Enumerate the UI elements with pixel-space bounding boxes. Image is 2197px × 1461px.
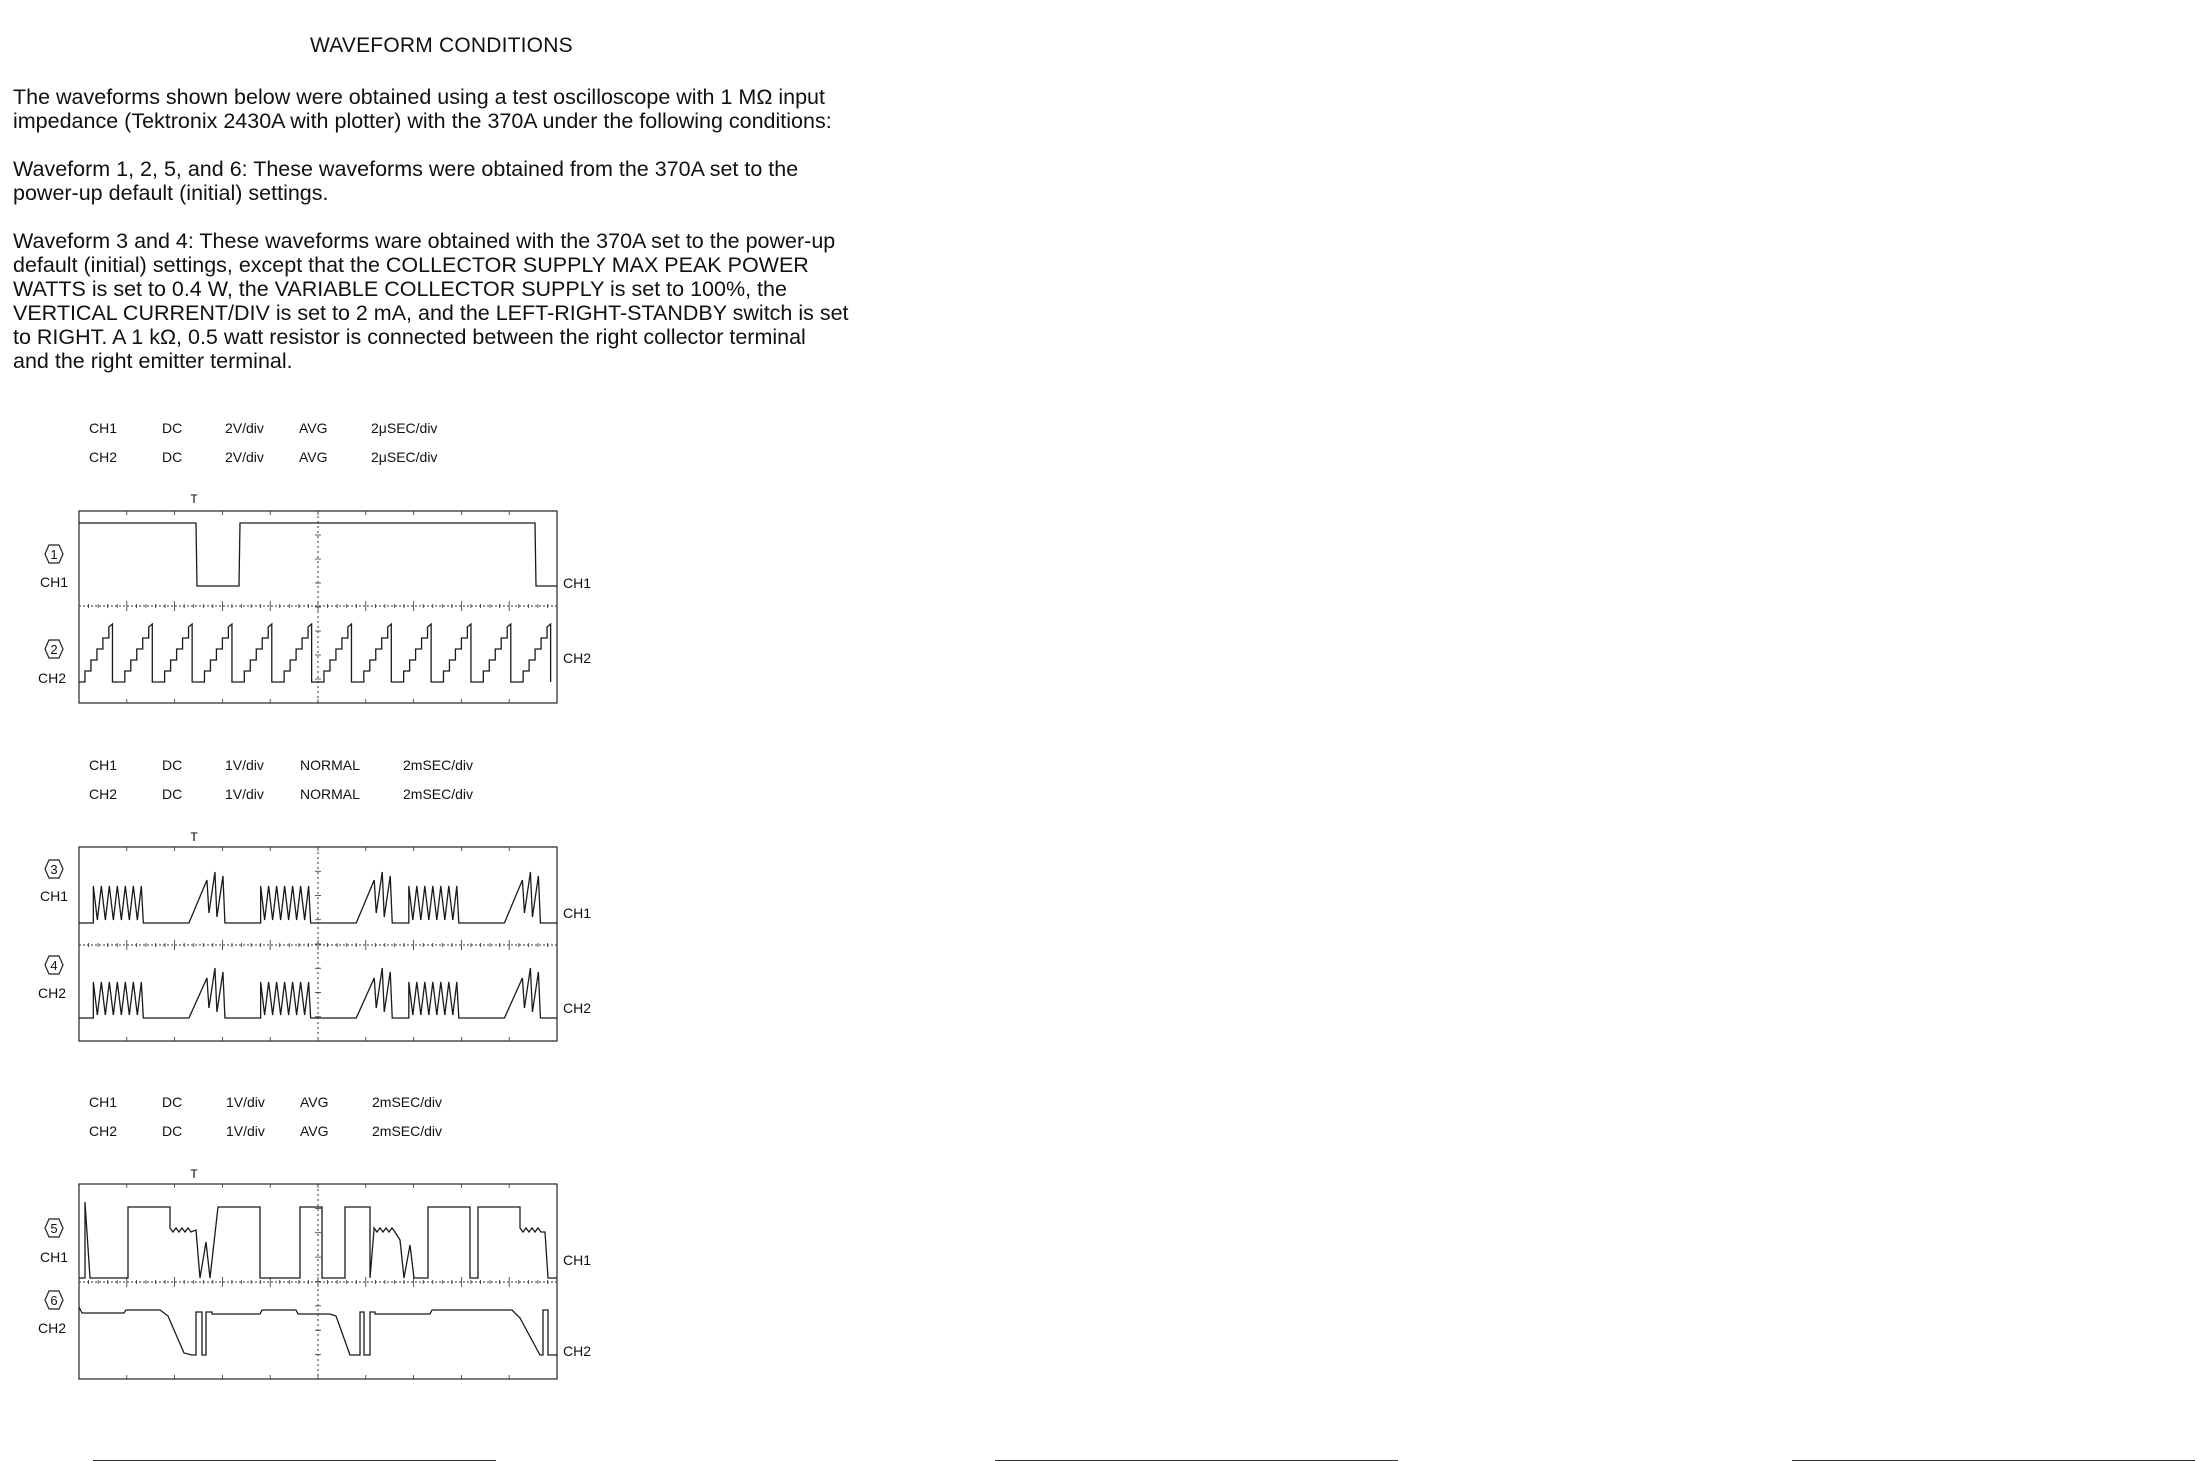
volts-per-div-label: 1V/div [225, 757, 264, 773]
channel-left-label: CH2 [38, 670, 67, 686]
time-per-div-label: 2μSEC/div [371, 420, 438, 436]
volts-per-div-label: 1V/div [225, 786, 264, 802]
waveform-number: 3 [50, 861, 58, 877]
scope-2-graticule [79, 847, 557, 1041]
time-per-div-label: 2mSEC/div [372, 1094, 443, 1110]
channel-label: CH1 [89, 420, 118, 436]
channel-label: CH1 [89, 1094, 118, 1110]
coupling-label: DC [162, 420, 183, 436]
channel-label: CH2 [89, 1123, 118, 1139]
acquire-mode-label: NORMAL [300, 757, 360, 773]
coupling-label: DC [162, 449, 183, 465]
channel-left-label: CH1 [40, 888, 69, 904]
time-per-div-label: 2mSEC/div [403, 757, 474, 773]
acquire-mode-label: AVG [300, 1123, 329, 1139]
channel-left-label: CH2 [38, 1320, 67, 1336]
volts-per-div-label: 2V/div [225, 420, 264, 436]
volts-per-div-label: 2V/div [225, 449, 264, 465]
channel-left-label: CH2 [38, 985, 67, 1001]
scope-1-graticule [79, 511, 557, 703]
time-per-div-label: 2mSEC/div [403, 786, 474, 802]
coupling-label: DC [162, 1123, 183, 1139]
coupling-label: DC [162, 1094, 183, 1110]
waveform-number: 5 [50, 1220, 58, 1236]
waveform-number: 2 [50, 641, 58, 657]
waveform-number-badge [44, 544, 64, 564]
volts-per-div-label: 1V/div [226, 1123, 265, 1139]
trigger-marker: T [190, 492, 198, 506]
coupling-label: DC [162, 757, 183, 773]
waveform-number-badge [44, 639, 64, 659]
channel-label: CH2 [89, 786, 118, 802]
volts-per-div-label: 1V/div [226, 1094, 265, 1110]
channel-label: CH1 [89, 757, 118, 773]
acquire-mode-label: AVG [299, 449, 328, 465]
page-title: WAVEFORM CONDITIONS [310, 34, 573, 57]
channel-right-label: CH2 [563, 650, 592, 666]
acquire-mode-label: NORMAL [300, 786, 360, 802]
channel-right-label: CH1 [563, 905, 592, 921]
acquire-mode-label: AVG [299, 420, 328, 436]
channel-right-label: CH1 [563, 575, 592, 591]
waveform-trace [79, 624, 551, 682]
intro-paragraph: The waveforms shown below were obtained using a test oscilloscope with 1 MΩ input impedance (Tektronix 2430A with plotter) with the 370A under the following conditions: [13, 85, 832, 133]
waveform-3-4-conditions: Waveform 3 and 4: These waveforms ware obtained with the 370A set to the power-up default (initial) settings, except that the COLLECTOR SUPPLY MAX PEAK POWER WATTS is set to 0.4 W, the VARIABLE COLLECTOR SUPPLY is set to 100%, the VERTICAL CURRENT/DIV is set to 2 mA, and the LEFT-RIGHT-STANDBY switch is set to RIGHT. A 1 kΩ, 0.5 watt resistor is connected between the right collector terminal and the right emitter terminal. [13, 229, 849, 373]
coupling-label: DC [162, 786, 183, 802]
channel-right-label: CH1 [563, 1252, 592, 1268]
time-per-div-label: 2μSEC/div [371, 449, 438, 465]
channel-label: CH2 [89, 449, 118, 465]
channel-left-label: CH1 [40, 1249, 69, 1265]
waveform-number-badge [44, 859, 64, 879]
waveform-number-badge [44, 1218, 64, 1238]
waveform-1-2-5-6-conditions: Waveform 1, 2, 5, and 6: These waveforms were obtained from the 370A set to the power-up default (initial) settings. [13, 157, 799, 205]
channel-right-label: CH2 [563, 1000, 592, 1016]
waveform-number-badge [44, 1290, 64, 1310]
waveform-number: 6 [50, 1292, 58, 1308]
waveform-number: 4 [50, 957, 58, 973]
waveform-number: 1 [50, 546, 58, 562]
trigger-marker: T [190, 1167, 198, 1181]
acquire-mode-label: AVG [300, 1094, 329, 1110]
channel-right-label: CH2 [563, 1343, 592, 1359]
trigger-marker: T [190, 830, 198, 844]
scope-3-graticule [79, 1184, 557, 1379]
waveform-number-badge [44, 955, 64, 975]
time-per-div-label: 2mSEC/div [372, 1123, 443, 1139]
channel-left-label: CH1 [40, 574, 69, 590]
